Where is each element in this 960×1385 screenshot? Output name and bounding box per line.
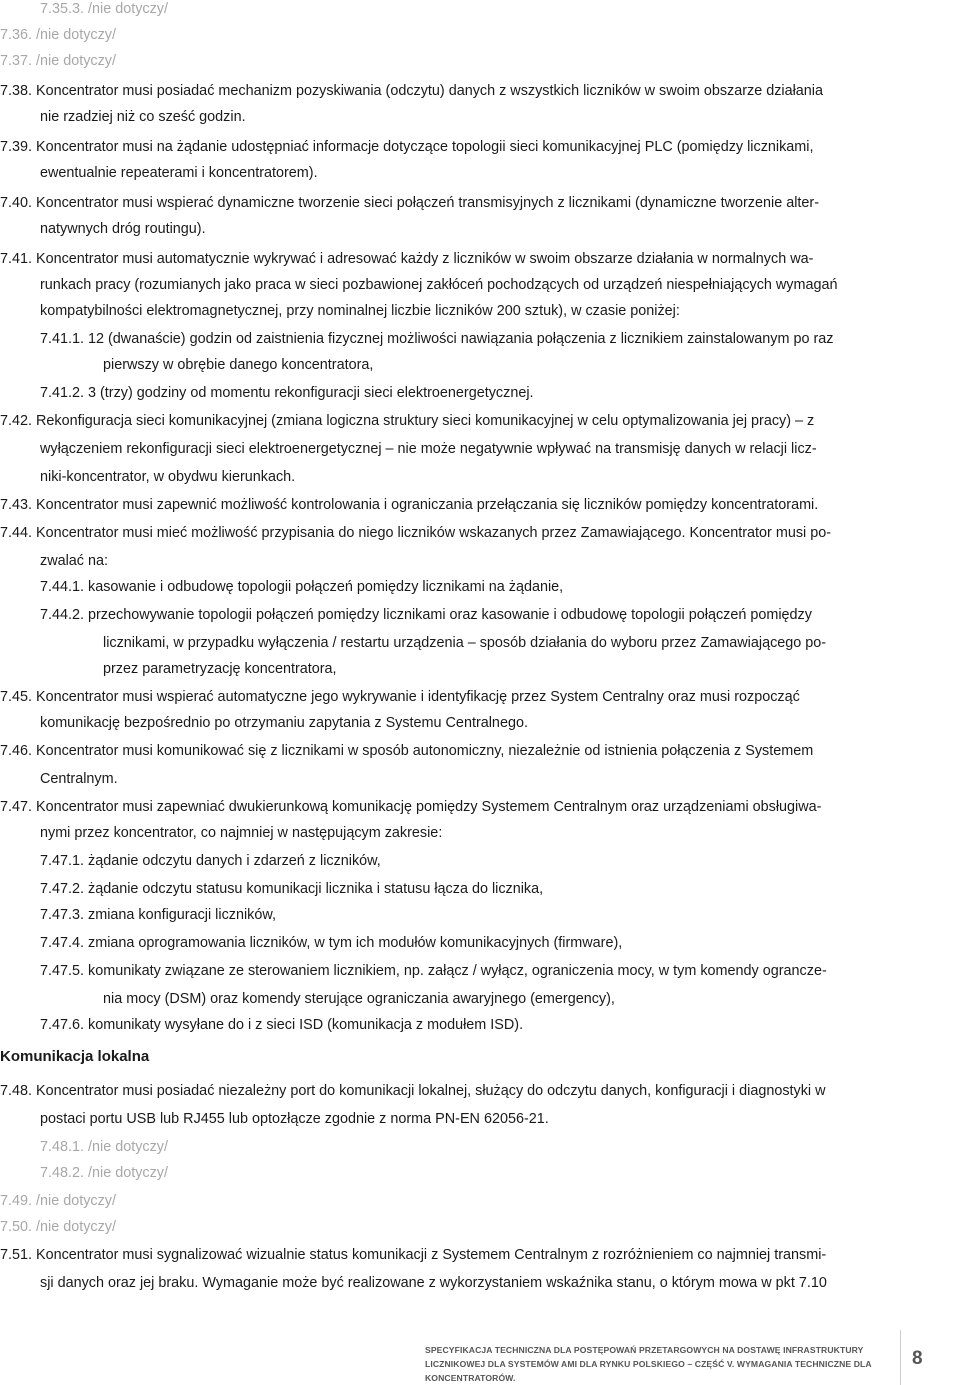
text-line: 7.47.5. komunikaty związane ze sterowaniem licznikiem, np. załącz / wyłącz, ograniczenia mocy, w tym komendy ograncze-	[40, 963, 827, 979]
text-line: 7.46. Koncentrator musi komunikować się z licznikami w sposób autonomiczny, niezależnie od istnienia połączenia z Systemem	[0, 743, 814, 759]
text-line: licznikami, w przypadku wyłączenia / restartu urządzenia – sposób działania do wyboru przez Zamawiającego po-	[103, 635, 827, 651]
text-line: kompatybilności elektromagnetycznej, przy nominalnej liczbie liczników 200 sztuk), w czasie poniżej:	[40, 303, 680, 319]
text-line: 7.45. Koncentrator musi wspierać automatyczne jego wykrywanie i identyfikację przez System Centralny oraz musi rozpocząć	[0, 689, 800, 705]
footer-line-3: KONCENTRATORÓW.	[425, 1373, 516, 1383]
text-line: 7.44. Koncentrator musi mieć możliwość przypisania do niego liczników wskazanych przez Zamawiającego. Koncentrator musi po-	[0, 525, 832, 541]
text-line: 7.44.1. kasowanie i odbudowę topologii połączeń pomiędzy licznikami na żądanie,	[40, 579, 564, 595]
text-line: komunikację bezpośrednio po otrzymaniu zapytania z Systemu Centralnego.	[40, 715, 528, 731]
text-line: 7.47.4. zmiana oprogramowania liczników, w tym ich modułów komunikacyjnych (firmware),	[40, 935, 623, 951]
text-line: wyłączeniem rekonfiguracji sieci elektroenergetycznej – nie może negatywnie wpływać na transmisję danych w relacji licz-	[40, 441, 817, 457]
text-line: 7.43. Koncentrator musi zapewnić możliwość kontrolowania i ograniczania przełączania się liczników pomiędzy koncentratorami.	[0, 497, 819, 513]
text-line: runkach pracy (rozumianych jako praca w sieci pozbawionej zakłóceń pochodzących od urządzeń niespełniających wymagań	[40, 277, 838, 293]
text-line: 7.49. /nie dotyczy/	[0, 1193, 116, 1209]
text-line: 7.44.2. przechowywanie topologii połączeń pomiędzy licznikami oraz kasowanie i odbudowę topologii połączeń pomiędzy	[40, 607, 812, 623]
text-line: Centralnym.	[40, 771, 118, 787]
text-line: 7.41. Koncentrator musi automatycznie wykrywać i adresować każdy z liczników w swoim obszarze działania w normalnych wa-	[0, 251, 814, 267]
page-footer	[425, 1343, 905, 1385]
text-line: zwalać na:	[40, 553, 108, 569]
text-line: pierwszy w obrębie danego koncentratora,	[103, 357, 374, 373]
text-line: 7.37. /nie dotyczy/	[0, 53, 116, 69]
text-line: 7.47.3. zmiana konfiguracji liczników,	[40, 907, 276, 923]
text-line: natywnych dróg routingu).	[40, 221, 206, 237]
text-line: 7.47. Koncentrator musi zapewniać dwukierunkową komunikację pomiędzy Systemem Centralnym oraz urządzeniami obsługiwa-	[0, 799, 822, 815]
text-line: 7.35.3. /nie dotyczy/	[40, 1, 168, 17]
text-line: 7.38. Koncentrator musi posiadać mechanizm pozyskiwania (odczytu) danych z wszystkich liczników w swoim obszarze działania	[0, 83, 824, 99]
text-line: ewentualnie repeaterami i koncentratorem).	[40, 165, 318, 181]
text-line: 7.48.2. /nie dotyczy/	[40, 1165, 168, 1181]
footer-divider	[900, 1330, 901, 1385]
text-line: 7.40. Koncentrator musi wspierać dynamiczne tworzenie sieci połączeń transmisyjnych z licznikami (dynamiczne tworzenie alter-	[0, 195, 819, 211]
text-line: 7.36. /nie dotyczy/	[0, 27, 116, 43]
text-line: 7.48. Koncentrator musi posiadać niezależny port do komunikacji lokalnej, służący do odczytu danych, konfiguracji i diagnostyki w	[0, 1083, 826, 1099]
text-line: 7.47.1. żądanie odczytu danych i zdarzeń z liczników,	[40, 853, 381, 869]
page-number: 8	[912, 1348, 923, 1369]
text-line: postaci portu USB lub RJ455 lub optozłącze zgodnie z norma PN-EN 62056-21.	[40, 1111, 549, 1127]
text-line: 7.41.2. 3 (trzy) godziny od momentu rekonfiguracji sieci elektroenergetycznej.	[40, 385, 534, 401]
text-line: niki-koncentrator, w obydwu kierunkach.	[40, 469, 296, 485]
text-line: 7.47.6. komunikaty wysyłane do i z sieci ISD (komunikacja z modułem ISD).	[40, 1017, 524, 1033]
footer-line-1: SPECYFIKACJA TECHNICZNA DLA POSTĘPOWAŃ PRZETARGOWYCH NA DOSTAWĘ INFRASTRUKTURY	[425, 1345, 864, 1355]
text-line: 7.39. Koncentrator musi na żądanie udostępniać informacje dotyczące topologii sieci komunikacyjnej PLC (pomiędzy licznikami,	[0, 139, 814, 155]
text-line: 7.51. Koncentrator musi sygnalizować wizualnie status komunikacji z Systemem Centralnym z rozróżnieniem co najmniej transmi-	[0, 1247, 827, 1263]
text-line: 7.42. Rekonfiguracja sieci komunikacyjnej (zmiana logiczna struktury sieci komunikacyjnej w celu optymalizowania jej pracy) – z	[0, 413, 815, 429]
text-line: 7.50. /nie dotyczy/	[0, 1219, 116, 1235]
text-line: 7.47.2. żądanie odczytu statusu komunikacji licznika i statusu łącza do licznika,	[40, 881, 544, 897]
section-heading: Komunikacja lokalna	[0, 1048, 150, 1065]
text-line: 7.41.1. 12 (dwanaście) godzin od zaistnienia fizycznej możliwości nawiązania połączenia z licznikiem zainstalowanym po raz	[40, 331, 834, 347]
text-line: nia mocy (DSM) oraz komendy sterujące ograniczania awaryjnego (emergency),	[103, 991, 615, 1007]
text-line: 7.48.1. /nie dotyczy/	[40, 1139, 168, 1155]
text-line: przez parametryzację koncentratora,	[103, 661, 337, 677]
text-line: nie rzadziej niż co sześć godzin.	[40, 109, 246, 125]
footer-line-2: LICZNIKOWEJ DLA SYSTEMÓW AMI DLA RYNKU POLSKIEGO – CZĘŚĆ V. WYMAGANIA TECHNICZNE DLA	[425, 1359, 872, 1369]
text-line: nymi przez koncentrator, co najmniej w następującym zakresie:	[40, 825, 443, 841]
text-line: sji danych oraz jej braku. Wymaganie może być realizowane z wykorzystaniem wskaźnika stanu, o którym mowa w pkt 7.10	[40, 1275, 827, 1291]
